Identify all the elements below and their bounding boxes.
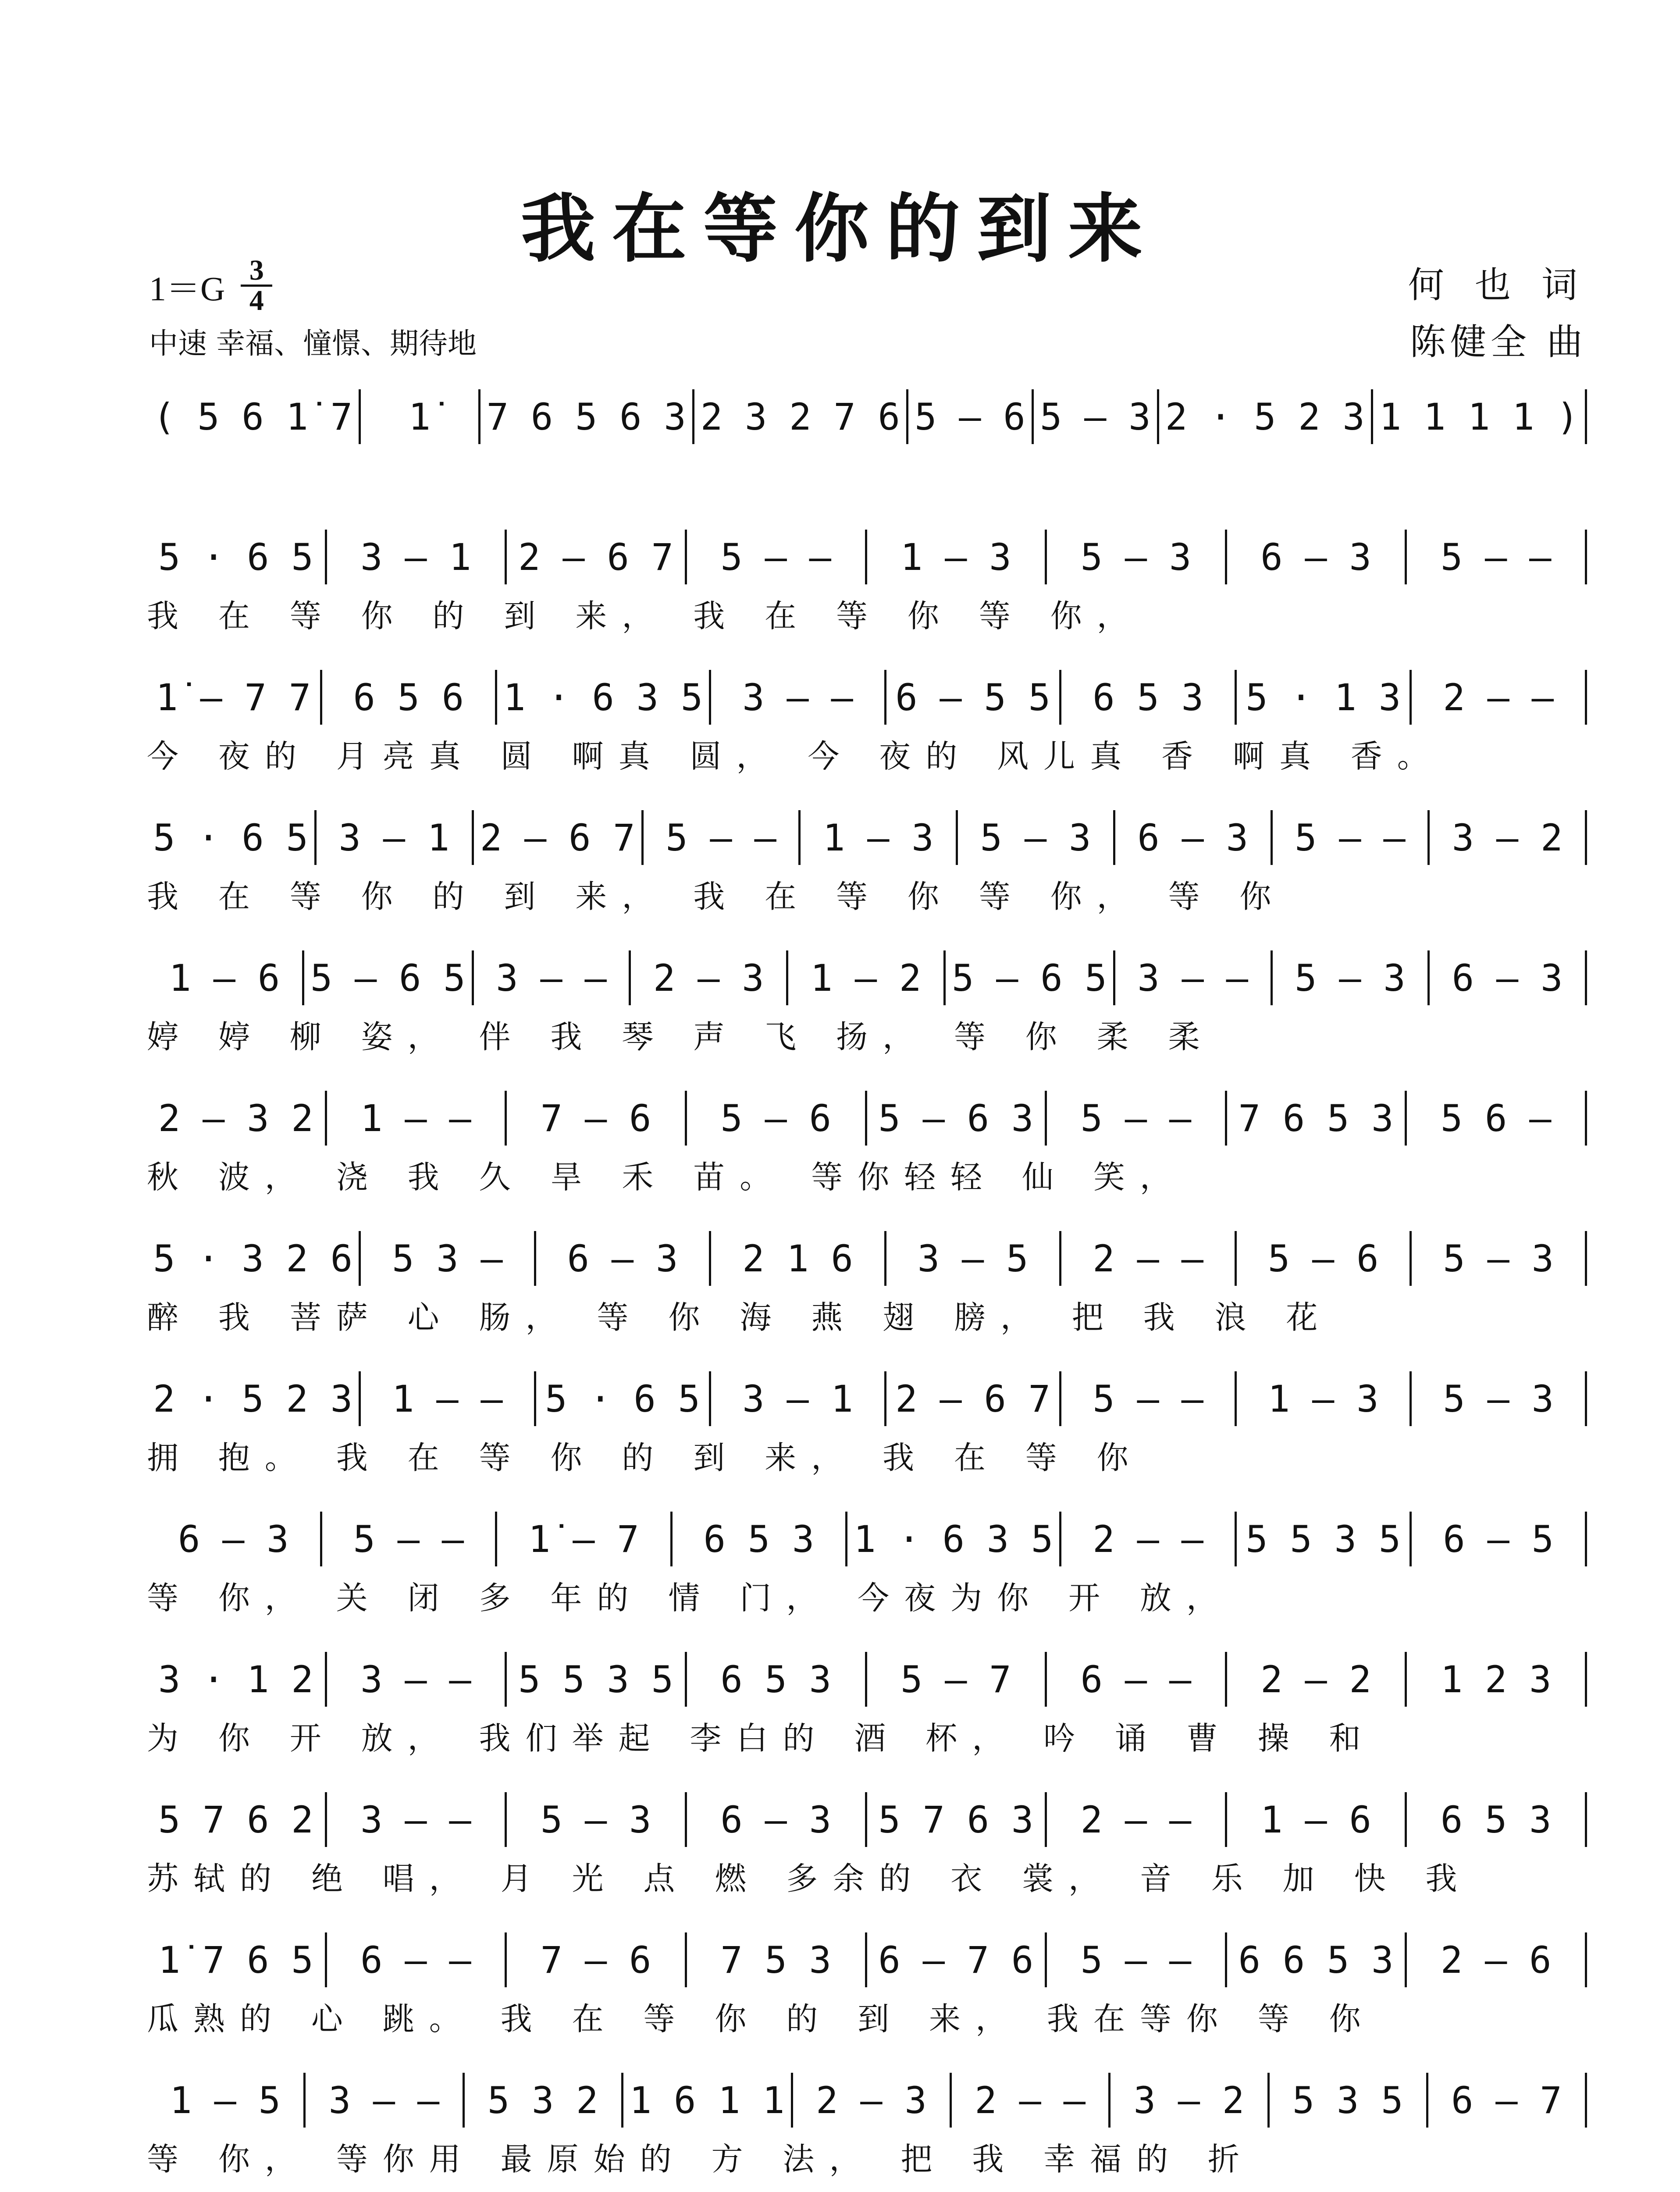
measure: 5 – –	[1294, 816, 1406, 859]
measure: 1 – –	[360, 1096, 471, 1140]
measure: 5 6 –	[1440, 1096, 1552, 1140]
measure: 5 – 3	[1443, 1237, 1554, 1280]
measure: 6 5 3	[1440, 1798, 1552, 1841]
measure: ( 5 6 1̇ 7	[153, 395, 353, 438]
measure: 2 – 6 7	[480, 816, 635, 859]
measure: 6 – 3	[1137, 816, 1249, 859]
barline	[1585, 1371, 1587, 1426]
measure: 2 – 3	[653, 956, 764, 1000]
measure: 5 · 6 5	[545, 1377, 700, 1420]
measure: 1 6 1 1	[629, 2078, 785, 2122]
measure: 5 3 5	[1292, 2078, 1403, 2122]
barline	[1585, 950, 1587, 1005]
measure: 1 – 3	[822, 816, 934, 859]
measure: 7 – 6	[540, 1096, 651, 1140]
measure: 2 · 5 2 3	[1165, 395, 1365, 438]
measure: 2 – 3	[815, 2078, 927, 2122]
measure: 6 – 3	[567, 1237, 678, 1280]
lyrics-line: 拥 抱。 我 在 等 你 的 到 来， 我 在 等 你	[147, 1439, 1143, 1476]
score-system	[147, 801, 1587, 942]
measure: 2 · 5 2 3	[153, 1377, 353, 1420]
score-system	[147, 1222, 1587, 1363]
song-title: 我在等你的到来	[520, 185, 1159, 273]
measure: 2 1 6	[742, 1237, 853, 1280]
measure: 3 – –	[496, 956, 607, 1000]
barline	[1585, 1091, 1587, 1146]
barline	[1585, 1932, 1587, 1987]
lyrics-line: 今 夜的 月亮真 圆 啊真 圆， 今 夜的 风儿真 香 啊真 香。	[147, 738, 1444, 775]
measure: 1 – 3	[1267, 1377, 1379, 1420]
measure: 5 – 3	[1039, 395, 1151, 438]
measure: 5 7 6 3	[878, 1798, 1034, 1841]
measure: 5 – 6 3	[878, 1096, 1034, 1140]
notes-row	[147, 389, 1587, 444]
key-label: 1＝G	[149, 269, 225, 308]
notes-row	[147, 1792, 1587, 1847]
barline	[1585, 1512, 1587, 1566]
measure: 5 · 3 2 6	[153, 1237, 353, 1280]
score-system	[147, 661, 1587, 801]
measure: 7 – 6	[540, 1938, 651, 1982]
barline	[1585, 389, 1587, 444]
measure: 5 – –	[353, 1517, 464, 1561]
measure: 6 – –	[360, 1938, 471, 1982]
measure: 5 – –	[1080, 1938, 1192, 1982]
measure: 3 – –	[328, 2078, 440, 2122]
notes-row	[147, 1231, 1587, 1286]
notes-row	[147, 950, 1587, 1005]
barline	[1585, 670, 1587, 725]
lyrics-line: 秋 波， 浇 我 久 旱 禾 苗。 等你轻轻 仙 笑，	[147, 1159, 1186, 1196]
measure: 2 – –	[1080, 1798, 1192, 1841]
measure: 1 2 3	[1440, 1658, 1552, 1701]
lyrics-line: 我 在 等 你 的 到 来， 我 在 等 你 等 你， 等 你	[147, 878, 1286, 915]
score-system	[147, 381, 1587, 521]
measure: 6 – 3	[720, 1798, 832, 1841]
lyrics-line: 为 你 开 放， 我们举起 李白的 酒 杯， 吟 诵 曹 操 和	[147, 1720, 1376, 1757]
notes-row	[147, 810, 1587, 865]
lyrics-line: 瓜熟的 心 跳。 我 在 等 你 的 到 来， 我在等你 等 你	[147, 2000, 1376, 2037]
score-system	[147, 521, 1587, 661]
score-system	[147, 1783, 1587, 1924]
lyrics-line: 等 你， 关 闭 多 年的 情 门， 今夜为你 开 放，	[147, 1580, 1233, 1616]
measure: 5 – 3	[980, 816, 1091, 859]
tempo-marking: 中速 幸福、憧憬、期待地	[149, 327, 477, 360]
time-signature-bottom: 4	[249, 285, 264, 317]
notes-row	[147, 530, 1587, 584]
notes-row	[147, 1512, 1587, 1566]
measure: 5 – 3	[1443, 1377, 1554, 1420]
measure: 2 – –	[1093, 1237, 1204, 1280]
measure: 6 – 5	[1443, 1517, 1554, 1561]
measure: 6 – 3	[178, 1517, 289, 1561]
measure: 6 – 7	[1451, 2078, 1562, 2122]
measure: 5 7 6 2	[158, 1798, 313, 1841]
key-signature	[149, 256, 272, 315]
measure: 2 – –	[1093, 1517, 1204, 1561]
measure: 3 – –	[742, 676, 853, 719]
measure: 3 – 1	[360, 535, 471, 579]
measure: 6 – –	[1080, 1658, 1192, 1701]
measure: 5 – –	[666, 816, 777, 859]
measure: 5 · 1 3	[1246, 676, 1401, 719]
barline	[1585, 1652, 1587, 1707]
measure: 1 – 2	[810, 956, 922, 1000]
measure: 3 – 2	[1133, 2078, 1245, 2122]
measure: 5 – 3	[1294, 956, 1406, 1000]
measure: 5 3 2	[487, 2078, 598, 2122]
measure: 3 – –	[1137, 956, 1249, 1000]
measure: 3 – –	[360, 1658, 471, 1701]
notes-row	[147, 1932, 1587, 1987]
measure: 5 – –	[1080, 1096, 1192, 1140]
measure: 1 · 6 3 5	[503, 676, 703, 719]
measure: 2 – 6	[1440, 1938, 1552, 1982]
score-system	[147, 1643, 1587, 1783]
time-signature-top: 3	[249, 254, 264, 286]
measure: 1 – –	[392, 1377, 503, 1420]
measure: 5 – 6 5	[951, 956, 1107, 1000]
measure: 5 5 3 5	[518, 1658, 674, 1701]
notes-row	[147, 2073, 1587, 2128]
score-system	[147, 1924, 1587, 2064]
measure: 7 5 3	[720, 1938, 832, 1982]
measure: 6 – 7 6	[878, 1938, 1034, 1982]
composer-credit: 陈健全 曲	[1409, 321, 1587, 363]
measure: 5 – –	[720, 535, 832, 579]
measure: 1 – 6	[1260, 1798, 1371, 1841]
measure: 3 – 5	[917, 1237, 1029, 1280]
lyrics-line	[147, 456, 1587, 495]
measure: 5 3 –	[392, 1237, 503, 1280]
measure: 7 6 5 6 3	[486, 395, 686, 438]
measure: 1 · 6 3 5	[854, 1517, 1054, 1561]
measure: 3 – 1	[338, 816, 450, 859]
measure: 1 1 1 1 )	[1379, 395, 1579, 438]
score-system	[147, 942, 1587, 1082]
measure: 2 – 3 2	[158, 1096, 313, 1140]
measure: 1̇ 7 6 5	[158, 1938, 313, 1982]
lyrics-line: 苏轼的 绝 唱， 月 光 点 燃 多余的 衣 裳， 音 乐 加 快 我	[147, 1860, 1472, 1897]
notes-row	[147, 670, 1587, 725]
measure: 2 – –	[1443, 676, 1554, 719]
measure: 6 5 6	[353, 676, 464, 719]
barline	[1585, 1792, 1587, 1847]
score-system	[147, 1082, 1587, 1222]
measure: 3 – –	[360, 1798, 471, 1841]
measure: 1̇	[408, 395, 431, 438]
notes-row	[147, 1652, 1587, 1707]
measure: 6 5 3	[1093, 676, 1204, 719]
measure: 5 – 7	[900, 1658, 1011, 1701]
measure: 5 – 6	[914, 395, 1025, 438]
score-system	[147, 1503, 1587, 1643]
measure: 6 6 5 3	[1238, 1938, 1394, 1982]
score-system	[147, 1363, 1587, 1503]
measure: 6 – 3	[1260, 535, 1371, 579]
measure: 3 – 1	[742, 1377, 853, 1420]
measure: 1 – 6	[169, 956, 280, 1000]
barline	[1585, 1231, 1587, 1286]
measure: 5 – 6 5	[310, 956, 466, 1000]
lyrics-line: 等 你， 等你用 最原始的 方 法， 把 我 幸福的 折	[147, 2141, 1254, 2178]
measure: 1 – 5	[170, 2078, 281, 2122]
barline	[1585, 530, 1587, 584]
lyricist-credit: 何 也 词	[1408, 264, 1587, 306]
measure: 5 – –	[1440, 535, 1552, 579]
notes-row	[147, 1091, 1587, 1146]
measure: 2 – –	[975, 2078, 1086, 2122]
measure: 2 – 6 7	[518, 535, 674, 579]
measure: 5 5 3 5	[1246, 1517, 1401, 1561]
measure: 6 5 3	[720, 1658, 832, 1701]
measure: 2 – 6 7	[895, 1377, 1051, 1420]
measure: 3 – 2	[1452, 816, 1563, 859]
lyrics-line: 婷 婷 柳 姿， 伴 我 琴 声 飞 扬， 等 你 柔 柔	[147, 1018, 1215, 1055]
measure: 1̇ – 7 7	[156, 676, 311, 719]
measure: 1 – 3	[900, 535, 1011, 579]
measure: 2 3 2 7 6	[700, 395, 900, 438]
measure: 5 – 3	[540, 1798, 651, 1841]
measure: 5 – 3	[1080, 535, 1192, 579]
measure: 3 · 1 2	[158, 1658, 313, 1701]
measure: 6 – 5 5	[895, 676, 1051, 719]
measure: 5 – 6	[720, 1096, 832, 1140]
score-system	[147, 2064, 1587, 2192]
barline	[1585, 2073, 1587, 2128]
measure: 2 – 2	[1260, 1658, 1371, 1701]
measure: 6 – 3	[1452, 956, 1563, 1000]
measure: 5 – –	[1093, 1377, 1204, 1420]
barline	[1585, 810, 1587, 865]
time-signature	[241, 256, 272, 315]
measure: 5 · 6 5	[158, 535, 313, 579]
measure: 1̇ – 7	[528, 1517, 639, 1561]
jianpu-score	[147, 381, 1587, 2192]
lyrics-line: 我 在 等 你 的 到 来， 我 在 等 你 等 你，	[147, 598, 1143, 634]
measure: 6 5 3	[703, 1517, 815, 1561]
lyrics-line: 醉 我 菩萨 心 肠， 等 你 海 燕 翅 膀， 把 我 浪 花	[147, 1299, 1333, 1336]
measure: 7 6 5 3	[1238, 1096, 1394, 1140]
notes-row	[147, 1371, 1587, 1426]
measure: 5 – 6	[1267, 1237, 1379, 1280]
measure: 5 · 6 5	[153, 816, 309, 859]
